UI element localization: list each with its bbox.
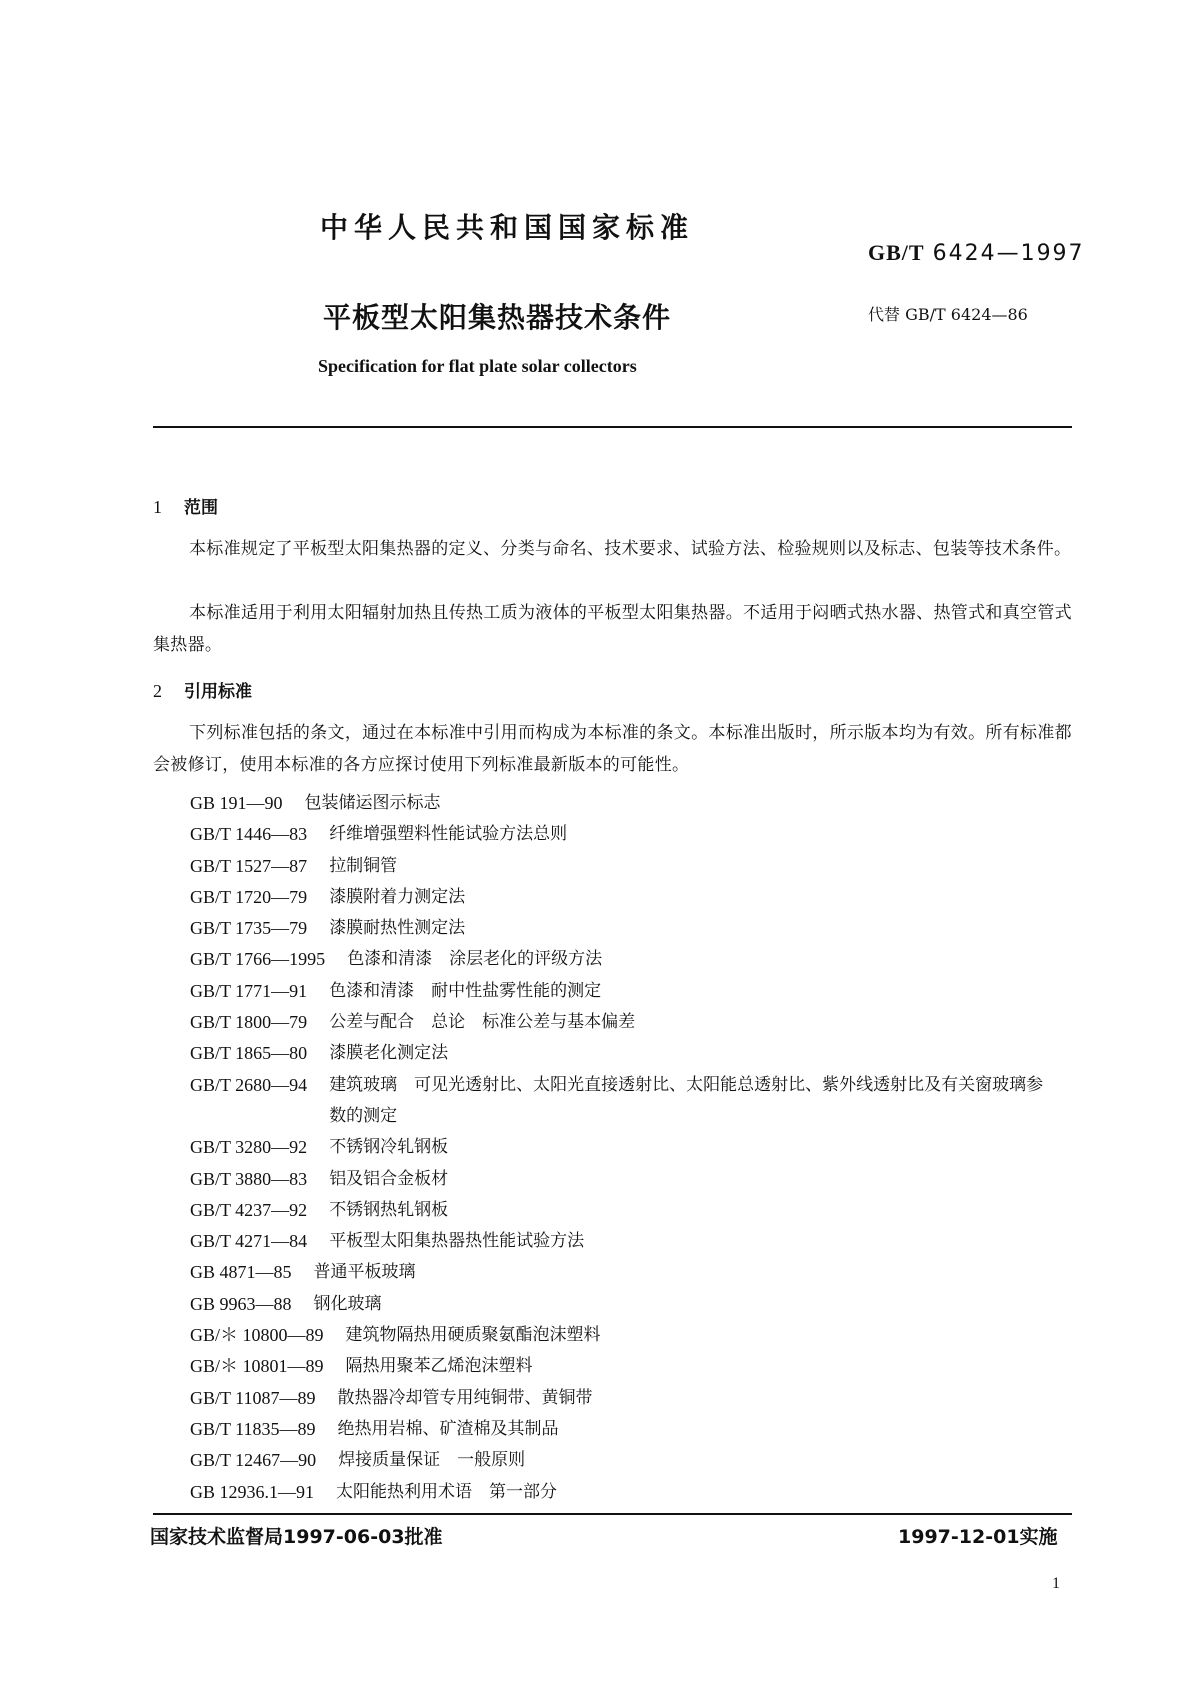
reference-title: 拉制铜管: [329, 855, 398, 876]
reference-title: 漆膜老化测定法: [329, 1043, 449, 1064]
reference-code: GB 12936.1—91: [190, 1481, 315, 1502]
reference-title: 普通平板玻璃: [313, 1262, 416, 1283]
reference-code: GB 4871—85: [190, 1262, 292, 1283]
reference-title: 太阳能热利用术语 第一部分: [336, 1481, 558, 1502]
reference-item: [190, 882, 1075, 913]
reference-list: [190, 788, 1075, 1508]
reference-item: [190, 1477, 1075, 1508]
reference-code: GB/T 3880—83: [190, 1168, 308, 1189]
reference-code: GB/T 11835—89: [190, 1418, 316, 1439]
reference-item: [190, 1445, 1075, 1476]
reference-code: GB/T 11087—89: [190, 1387, 316, 1408]
references-intro-paragraph: 下列标准包括的条文，通过在本标准中引用而构成为本标准的条文。本标准出版时，所示版本均为有效。所有标准都会被修订，使用本标准的各方应探讨使用下列标准最新版本的可能性。: [153, 723, 1072, 775]
document-title-english: Specification for flat plate solar collectors: [318, 356, 637, 376]
reference-title: 公差与配合 总论 标准公差与基本偏差: [329, 1012, 636, 1033]
approval-statement: 国家技术监督局1997-06-03批准: [150, 1526, 443, 1548]
reference-title: 纤维增强塑料性能试验方法总则: [329, 824, 568, 845]
reference-title: 漆膜耐热性测定法: [329, 918, 466, 939]
reference-item: [190, 1070, 1075, 1133]
reference-title: 铝及铝合金板材: [329, 1168, 449, 1189]
reference-title: 建筑物隔热用硬质聚氨酯泡沫塑料: [345, 1325, 601, 1346]
reference-title: 焊接质量保证 一般原则: [338, 1450, 526, 1471]
effective-date: 1997-12-01实施: [898, 1526, 1058, 1548]
reference-code: GB/＊ 10801—89: [190, 1356, 324, 1377]
standard-code-label: GB/T: [868, 240, 925, 265]
reference-code: GB/＊ 10800—89: [190, 1325, 324, 1346]
reference-item: [190, 1320, 1075, 1351]
footer-divider: [153, 1513, 1072, 1515]
section-heading-references: [153, 677, 252, 702]
reference-title: 色漆和清漆 涂层老化的评级方法: [347, 949, 603, 970]
header-divider: [153, 426, 1072, 428]
reference-item: [190, 976, 1075, 1007]
document-title: 平板型太阳集热器技术条件: [323, 301, 672, 334]
reference-code: GB/T 1800—79: [190, 1012, 308, 1033]
section-number: 2: [153, 681, 162, 701]
reference-item: [190, 1257, 1075, 1288]
reference-title: 包装储运图示标志: [304, 793, 441, 813]
section-title: 引用标准: [184, 682, 252, 702]
replaces-note: 代替 GB/T 6424—86: [868, 305, 1028, 324]
scope-paragraph-2: 本标准适用于利用太阳辐射加热且传热工质为液体的平板型太阳集热器。不适用于闷晒式热水器、热管式和真空管式集热器。: [153, 603, 1072, 655]
reference-code: GB/T 1527—87: [190, 855, 308, 876]
section-title: 范围: [184, 498, 218, 518]
reference-item: [190, 1164, 1075, 1195]
reference-title: 不锈钢热轧钢板: [329, 1199, 449, 1220]
reference-item: [190, 1383, 1075, 1414]
scope-paragraph-1: 本标准规定了平板型太阳集热器的定义、分类与命名、技术要求、试验方法、检验规则以及标志、包装等技术条件。: [189, 539, 1072, 559]
section-number: 1: [153, 497, 162, 517]
reference-title: 漆膜附着力测定法: [329, 886, 466, 907]
reference-item: [190, 819, 1075, 850]
reference-code: GB/T 1446—83: [190, 824, 308, 845]
reference-item: [190, 1195, 1075, 1226]
reference-item: [190, 944, 1075, 975]
reference-item: [190, 1132, 1075, 1163]
reference-title: 建筑玻璃 可见光透射比、太阳光直接透射比、太阳能总透射比、紫外线透射比及有关窗玻璃参数的测定: [329, 1074, 1044, 1126]
reference-code: GB 9963—88: [190, 1293, 292, 1314]
reference-item: [190, 788, 1075, 819]
reference-code: GB/T 4271—84: [190, 1231, 308, 1252]
reference-code: GB/T 2680—94: [190, 1074, 308, 1095]
reference-item: [190, 1289, 1075, 1320]
reference-title: 不锈钢冷轧钢板: [329, 1137, 449, 1158]
reference-item: [190, 1007, 1075, 1038]
reference-code: GB/T 1735—79: [190, 918, 308, 939]
reference-code: GB/T 12467—90: [190, 1450, 317, 1471]
reference-code: GB/T 1720—79: [190, 886, 308, 907]
reference-item: [190, 851, 1075, 882]
standard-country-heading: 中华人民共和国国家标准: [320, 211, 695, 244]
reference-title: 隔热用聚苯乙烯泡沫塑料: [345, 1356, 533, 1377]
page-number: 1: [1052, 1575, 1060, 1592]
reference-title: 钢化玻璃: [313, 1293, 382, 1314]
reference-title: 色漆和清漆 耐中性盐雾性能的测定: [329, 980, 602, 1001]
reference-title: 散热器冷却管专用纯铜带、黄铜带: [337, 1387, 593, 1408]
standard-code-number: 6424—1997: [932, 241, 1085, 266]
reference-code: GB/T 4237—92: [190, 1199, 308, 1220]
reference-title: 平板型太阳集热器热性能试验方法: [329, 1231, 585, 1252]
section-heading-scope: [153, 493, 218, 518]
reference-item: [190, 913, 1075, 944]
reference-title: 绝热用岩棉、矿渣棉及其制品: [337, 1418, 559, 1439]
reference-code: GB/T 1771—91: [190, 980, 308, 1001]
reference-code: GB 191—90: [190, 793, 283, 813]
reference-code: GB/T 1766—1995: [190, 949, 326, 970]
reference-code: GB/T 1865—80: [190, 1043, 308, 1064]
standard-code: [868, 240, 1085, 266]
reference-item: [190, 1414, 1075, 1445]
reference-item: [190, 1038, 1075, 1069]
reference-item: [190, 1351, 1075, 1382]
reference-item: [190, 1226, 1075, 1257]
reference-code: GB/T 3280—92: [190, 1137, 308, 1158]
